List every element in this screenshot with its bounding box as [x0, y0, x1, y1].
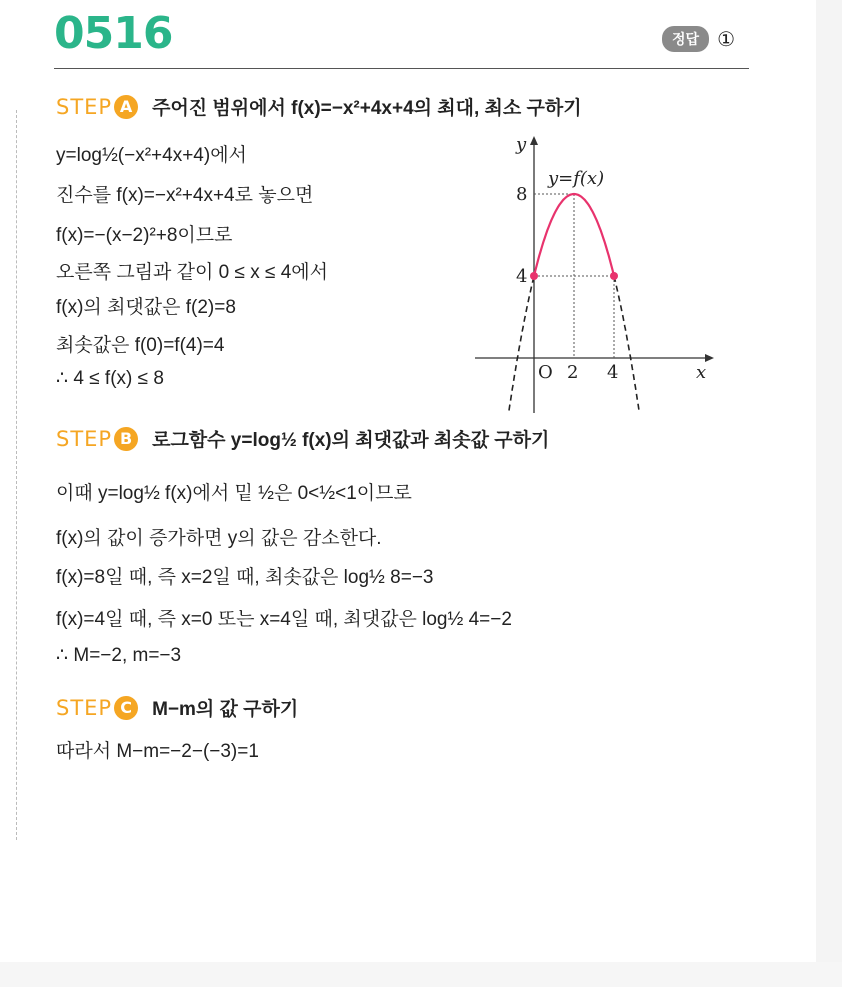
y-tick-8: 8: [516, 184, 528, 205]
step-c-title: M−m의 값 구하기: [152, 699, 299, 720]
x-tick-4: 4: [607, 362, 619, 383]
x-axis-label: x: [696, 362, 707, 383]
step-a-line-5: f(x)의 최댓값은 f(2)=8: [56, 297, 236, 318]
point-0-4: [530, 272, 538, 280]
step-a-line-3: f(x)=−(x−2)²+8이므로: [56, 225, 233, 246]
step-a-line-4: 오른쪽 그림과 같이 0 ≤ x ≤ 4에서: [56, 262, 328, 283]
step-b-circle: B: [114, 427, 138, 451]
origin-label: O: [538, 362, 553, 383]
step-a-line-6: 최솟값은 f(0)=f(4)=4: [56, 335, 225, 356]
step-a-line-1: y=log½(−x²+4x+4)에서: [56, 145, 247, 166]
curve-right-dashed: [614, 276, 639, 411]
x-axis-arrow: [705, 354, 714, 362]
x-tick-2: 2: [567, 362, 579, 383]
answer-box: [662, 26, 735, 52]
scan-shade-right: [816, 0, 842, 987]
scan-shade-bottom: [0, 962, 842, 987]
problem-number: 0516: [54, 8, 173, 59]
step-b-line-3: f(x)=8일 때, 즉 x=2일 때, 최솟값은 log½ 8=−3: [56, 567, 434, 588]
step-a-line-7: ∴ 4 ≤ f(x) ≤ 8: [56, 368, 164, 389]
step-b-title: 로그함수 y=log½ f(x)의 최댓값과 최솟값 구하기: [152, 430, 550, 451]
header-rule: [54, 68, 749, 69]
step-c-word: STEP: [56, 695, 113, 720]
curve-label: y=f(x): [548, 168, 605, 189]
step-b-line-2: f(x)의 값이 증가하면 y의 값은 감소한다.: [56, 528, 382, 549]
parabola-graph: [470, 128, 730, 418]
step-b-line-4: f(x)=4일 때, 즉 x=0 또는 x=4일 때, 최댓값은 log½ 4=−2: [56, 609, 512, 630]
step-c-line-1: 따라서 M−m=−2−(−3)=1: [56, 741, 259, 762]
point-4-4: [610, 272, 618, 280]
y-axis-label: y: [516, 134, 527, 155]
step-c-heading: [56, 694, 298, 721]
answer-badge: 정답: [662, 26, 709, 52]
step-a-circle: A: [114, 95, 138, 119]
y-tick-4: 4: [516, 266, 528, 287]
step-b-line-1: 이때 y=log½ f(x)에서 밑 ½은 0<½<1이므로: [56, 483, 412, 504]
curve-left-dashed: [509, 276, 534, 411]
y-axis-arrow: [530, 136, 538, 145]
step-a-heading: [56, 93, 582, 120]
step-b-heading: [56, 425, 549, 452]
page-edge-dashed: [16, 110, 17, 840]
step-a-word: STEP: [56, 94, 113, 119]
answer-value: ①: [717, 28, 735, 51]
step-a-title: 주어진 범위에서 f(x)=−x²+4x+4의 최대, 최소 구하기: [152, 98, 582, 119]
step-b-word: STEP: [56, 426, 113, 451]
step-b-line-5: ∴ M=−2, m=−3: [56, 645, 182, 666]
step-c-circle: C: [114, 696, 138, 720]
step-a-line-2: 진수를 f(x)=−x²+4x+4로 놓으면: [56, 185, 314, 206]
